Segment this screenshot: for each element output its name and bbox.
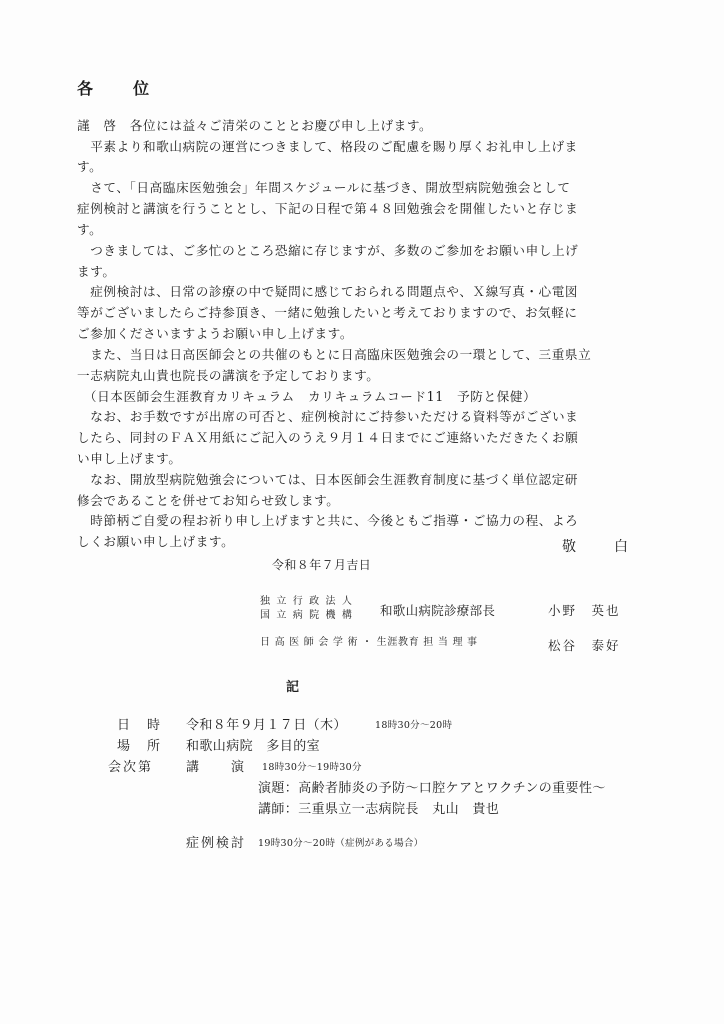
body-line: 症例検討は、日常の診療の中で疑問に感じておられる問題点や、Ｘ線写真・心電図 xyxy=(77,284,579,299)
body-line: 等がございましたらご持参頂き、一緒に勉強したいと考えておりますので、お気軽に xyxy=(77,305,578,320)
body-line: 一志病院丸山貴也院長の講演を予定しております。 xyxy=(77,368,380,383)
org-type-line: 国 立 病 院 機 構 xyxy=(260,610,354,621)
date-label: 日 時 xyxy=(117,718,163,733)
program-label: 会次第 xyxy=(108,760,154,775)
body-line: い申し上げます。 xyxy=(77,451,182,466)
letter-date: 令和８年７月吉日 xyxy=(272,558,372,572)
body-line: ます。 xyxy=(77,264,116,279)
body-line: 平素より和歌山病院の運営につきまして、格段のご配慮を賜り厚くお礼申し上げま xyxy=(77,139,578,154)
body-line: しくお願い申し上げます。 xyxy=(77,534,235,549)
event-time: 18時30分～20時 xyxy=(375,720,453,731)
body-line: ご参加くださいますようお願い申し上げます。 xyxy=(77,326,354,341)
body-line: また、当日は日高医師会との共催のもとに日高臨床医勉強会の一環として、三重県立 xyxy=(77,347,592,362)
body-line: 謹 啓 各位には益々ご清栄のこととお慶び申し上げます。 xyxy=(77,118,433,133)
case-time: 19時30分～20時（症例がある場合） xyxy=(258,838,424,849)
body-line: つきましては、ご多忙のところ恐縮に存じますが、多数のご参加をお願い申し上げ xyxy=(77,243,579,258)
body-line: 症例検討と講演を行うこととし、下記の日程で第４８回勉強会を開催したいと存じま xyxy=(77,201,579,216)
body-line: （日本医師会生涯教育カリキュラム カリキュラムコード11 予防と保健） xyxy=(77,389,537,404)
signatory-org: 和歌山病院診療部長 xyxy=(380,603,496,618)
event-place: 和歌山病院 多目的室 xyxy=(186,739,321,754)
salutation: 各 位 xyxy=(77,79,162,98)
body-line: さて、「日高臨床医勉強会」年間スケジュールに基づき、開放型病院勉強会として xyxy=(77,180,571,195)
signatory-name: 小野 英也 xyxy=(548,603,621,618)
case-label: 症例検討 xyxy=(186,836,247,851)
lecture-time: 18時30分～19時30分 xyxy=(262,762,362,773)
body-line: 時節柄ご自愛の程お祈り申し上げますと共に、今後ともご指導・ご協力の程、よろ xyxy=(77,513,579,528)
signatory-name: 松谷 泰好 xyxy=(548,638,621,653)
org-type-line: 独 立 行 政 法 人 xyxy=(260,596,354,607)
signatory-org: 日 高 医 師 会 学 術 ・ 生涯教育 担 当 理 事 xyxy=(260,637,478,648)
body-line: なお、お手数ですが出席の可否と、症例検討にご持参いただける資料等がございま xyxy=(77,409,579,424)
closing: 敬 白 xyxy=(562,539,640,555)
lecture-label: 講 演 xyxy=(186,760,247,775)
body-line: なお、開放型病院勉強会については、日本医師会生涯教育制度に基づく単位認定研 xyxy=(77,472,579,487)
event-date: 令和８年９月１７日（木） xyxy=(186,718,347,733)
body-line: す。 xyxy=(77,159,103,174)
details-heading: 記 xyxy=(286,680,300,695)
lecture-title: 演題：高齢者肺炎の予防～口腔ケアとワクチンの重要性～ xyxy=(258,781,606,796)
body-line: 修会であることを併せてお知らせ致します。 xyxy=(77,493,340,508)
body-line: したら、同封のＦＡＸ用紙にご記入のうえ９月１４日までにご連絡いただきたくお願 xyxy=(77,430,579,445)
place-label: 場 所 xyxy=(117,739,163,754)
body-line: す。 xyxy=(77,222,103,237)
lecturer: 講師：三重県立一志病院長 丸山 貴也 xyxy=(258,802,500,817)
